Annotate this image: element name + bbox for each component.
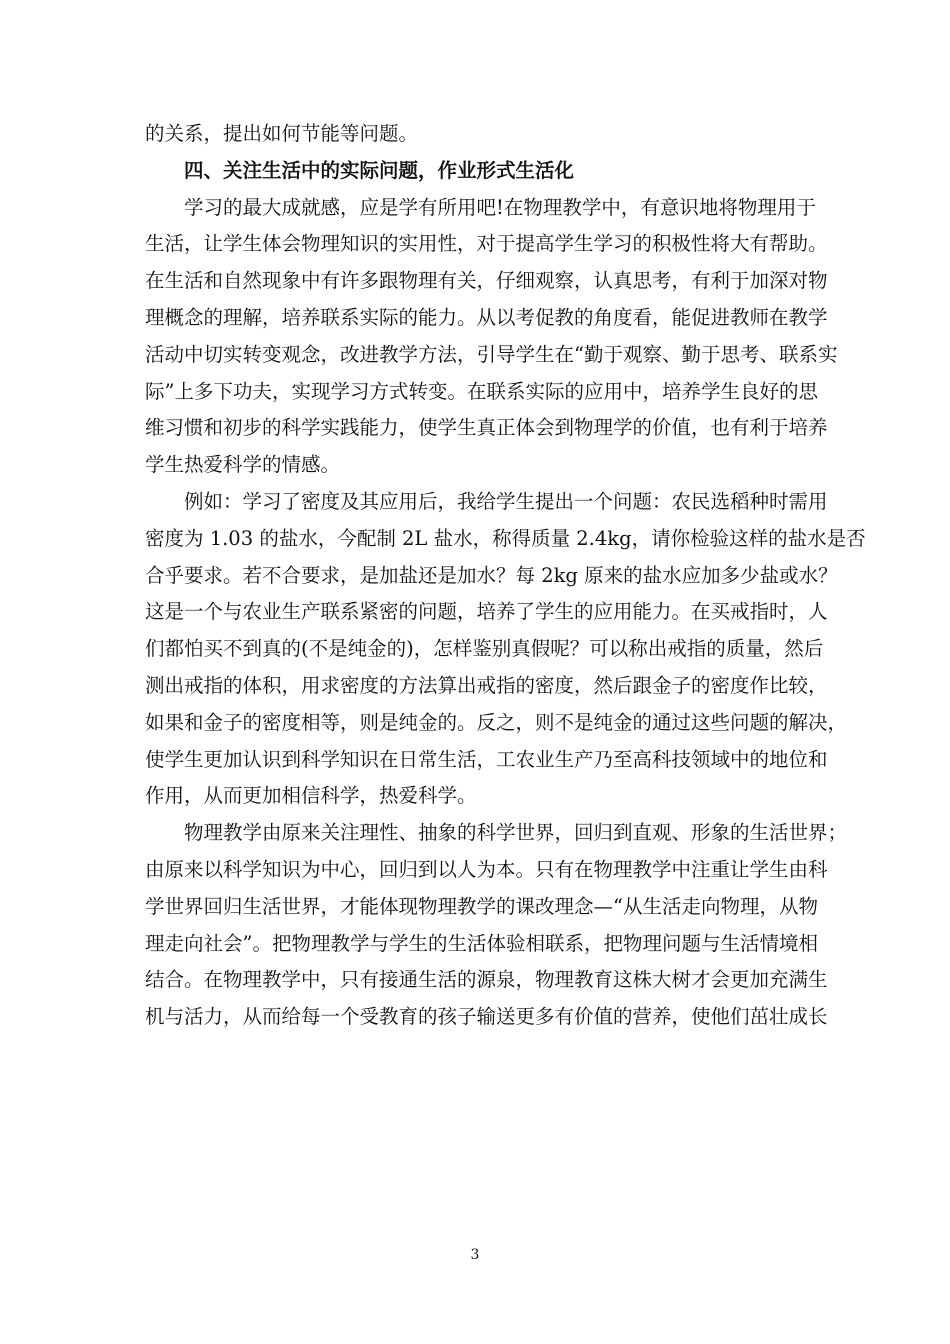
text-line: 如果和金子的密度相等，则是纯金的。反之，则不是纯金的通过这些问题的解决， bbox=[145, 710, 848, 734]
text-line: 密度为 1.03 的盐水，今配制 2L 盐水，称得质量 2.4kg，请你检验这样的盐水是否 bbox=[145, 526, 866, 550]
text-line: 合乎要求。若不合要求，是加盐还是加水？每 2kg 原来的盐水应加多少盐或水？ bbox=[145, 563, 838, 587]
text-line: 作用，从而更加相信科学，热爱科学。 bbox=[145, 784, 477, 808]
text-line: 学世界回归生活世界，才能体现物理教学的课改理念—“从生活走向物理，从物 bbox=[145, 894, 818, 918]
text-line: 使学生更加认识到科学知识在日常生活，工农业生产乃至高科技领域中的地位和 bbox=[145, 747, 828, 771]
text-line: 理走向社会”。把物理教学与学生的生活体验相联系，把物理问题与生活情境相 bbox=[145, 931, 818, 955]
text-line: 由原来以科学知识为中心，回归到以人为本。只有在物理教学中注重让学生由科 bbox=[145, 857, 828, 881]
text-line: 这是一个与农业生产联系紧密的问题，培养了学生的应用能力。在买戒指时，人 bbox=[145, 600, 828, 624]
text-line: 例如：学习了密度及其应用后，我给学生提出一个问题：农民选稻种时需用 bbox=[184, 489, 828, 513]
text-line: 物理教学由原来关注理性、抽象的科学世界，回归到直观、形象的生活世界； bbox=[184, 821, 848, 845]
text-line: 维习惯和初步的科学实践能力，使学生真正体会到物理学的价值，也有利于培养 bbox=[145, 416, 828, 440]
text-line: 学生热爱科学的情感。 bbox=[145, 453, 341, 477]
text-line: 活动中切实转变观念，改进教学方法，引导学生在“勤于观察、勤于思考、联系实 bbox=[145, 342, 838, 366]
page-number: 3 bbox=[470, 1247, 480, 1263]
text-line: 在生活和自然现象中有许多跟物理有关，仔细观察，认真思考，有利于加深对物 bbox=[145, 269, 828, 293]
text-line: 学习的最大成就感，应是学有所用吧!在物理教学中，有意识地将物理用于 bbox=[184, 195, 816, 219]
text-line: 机与活力，从而给每一个受教育的孩子输送更多有价值的营养，使他们茁壮成长 bbox=[145, 1005, 828, 1029]
section-heading: 四、关注生活中的实际问题，作业形式生活化 bbox=[184, 158, 575, 182]
text-line: 理概念的理解，培养联系实际的能力。从以考促教的角度看，能促进教师在教学 bbox=[145, 305, 828, 329]
text-line: 生活，让学生体会物理知识的实用性，对于提高学生学习的积极性将大有帮助。 bbox=[145, 232, 828, 256]
text-line: 际”上多下功夫，实现学习方式转变。在联系实际的应用中，培养学生良好的思 bbox=[145, 379, 818, 403]
body-text bbox=[145, 116, 866, 1036]
text-line: 结合。在物理教学中，只有接通生活的源泉，物理教育这株大树才会更加充满生 bbox=[145, 968, 828, 992]
text-line: 的关系，提出如何节能等问题。 bbox=[145, 122, 419, 145]
text-line: 测出戒指的体积，用求密度的方法算出戒指的密度，然后跟金子的密度作比较， bbox=[145, 673, 828, 697]
text-line: 们都怕买不到真的(不是纯金的)，怎样鉴别真假呢？可以称出戒指的质量，然后 bbox=[145, 637, 824, 661]
